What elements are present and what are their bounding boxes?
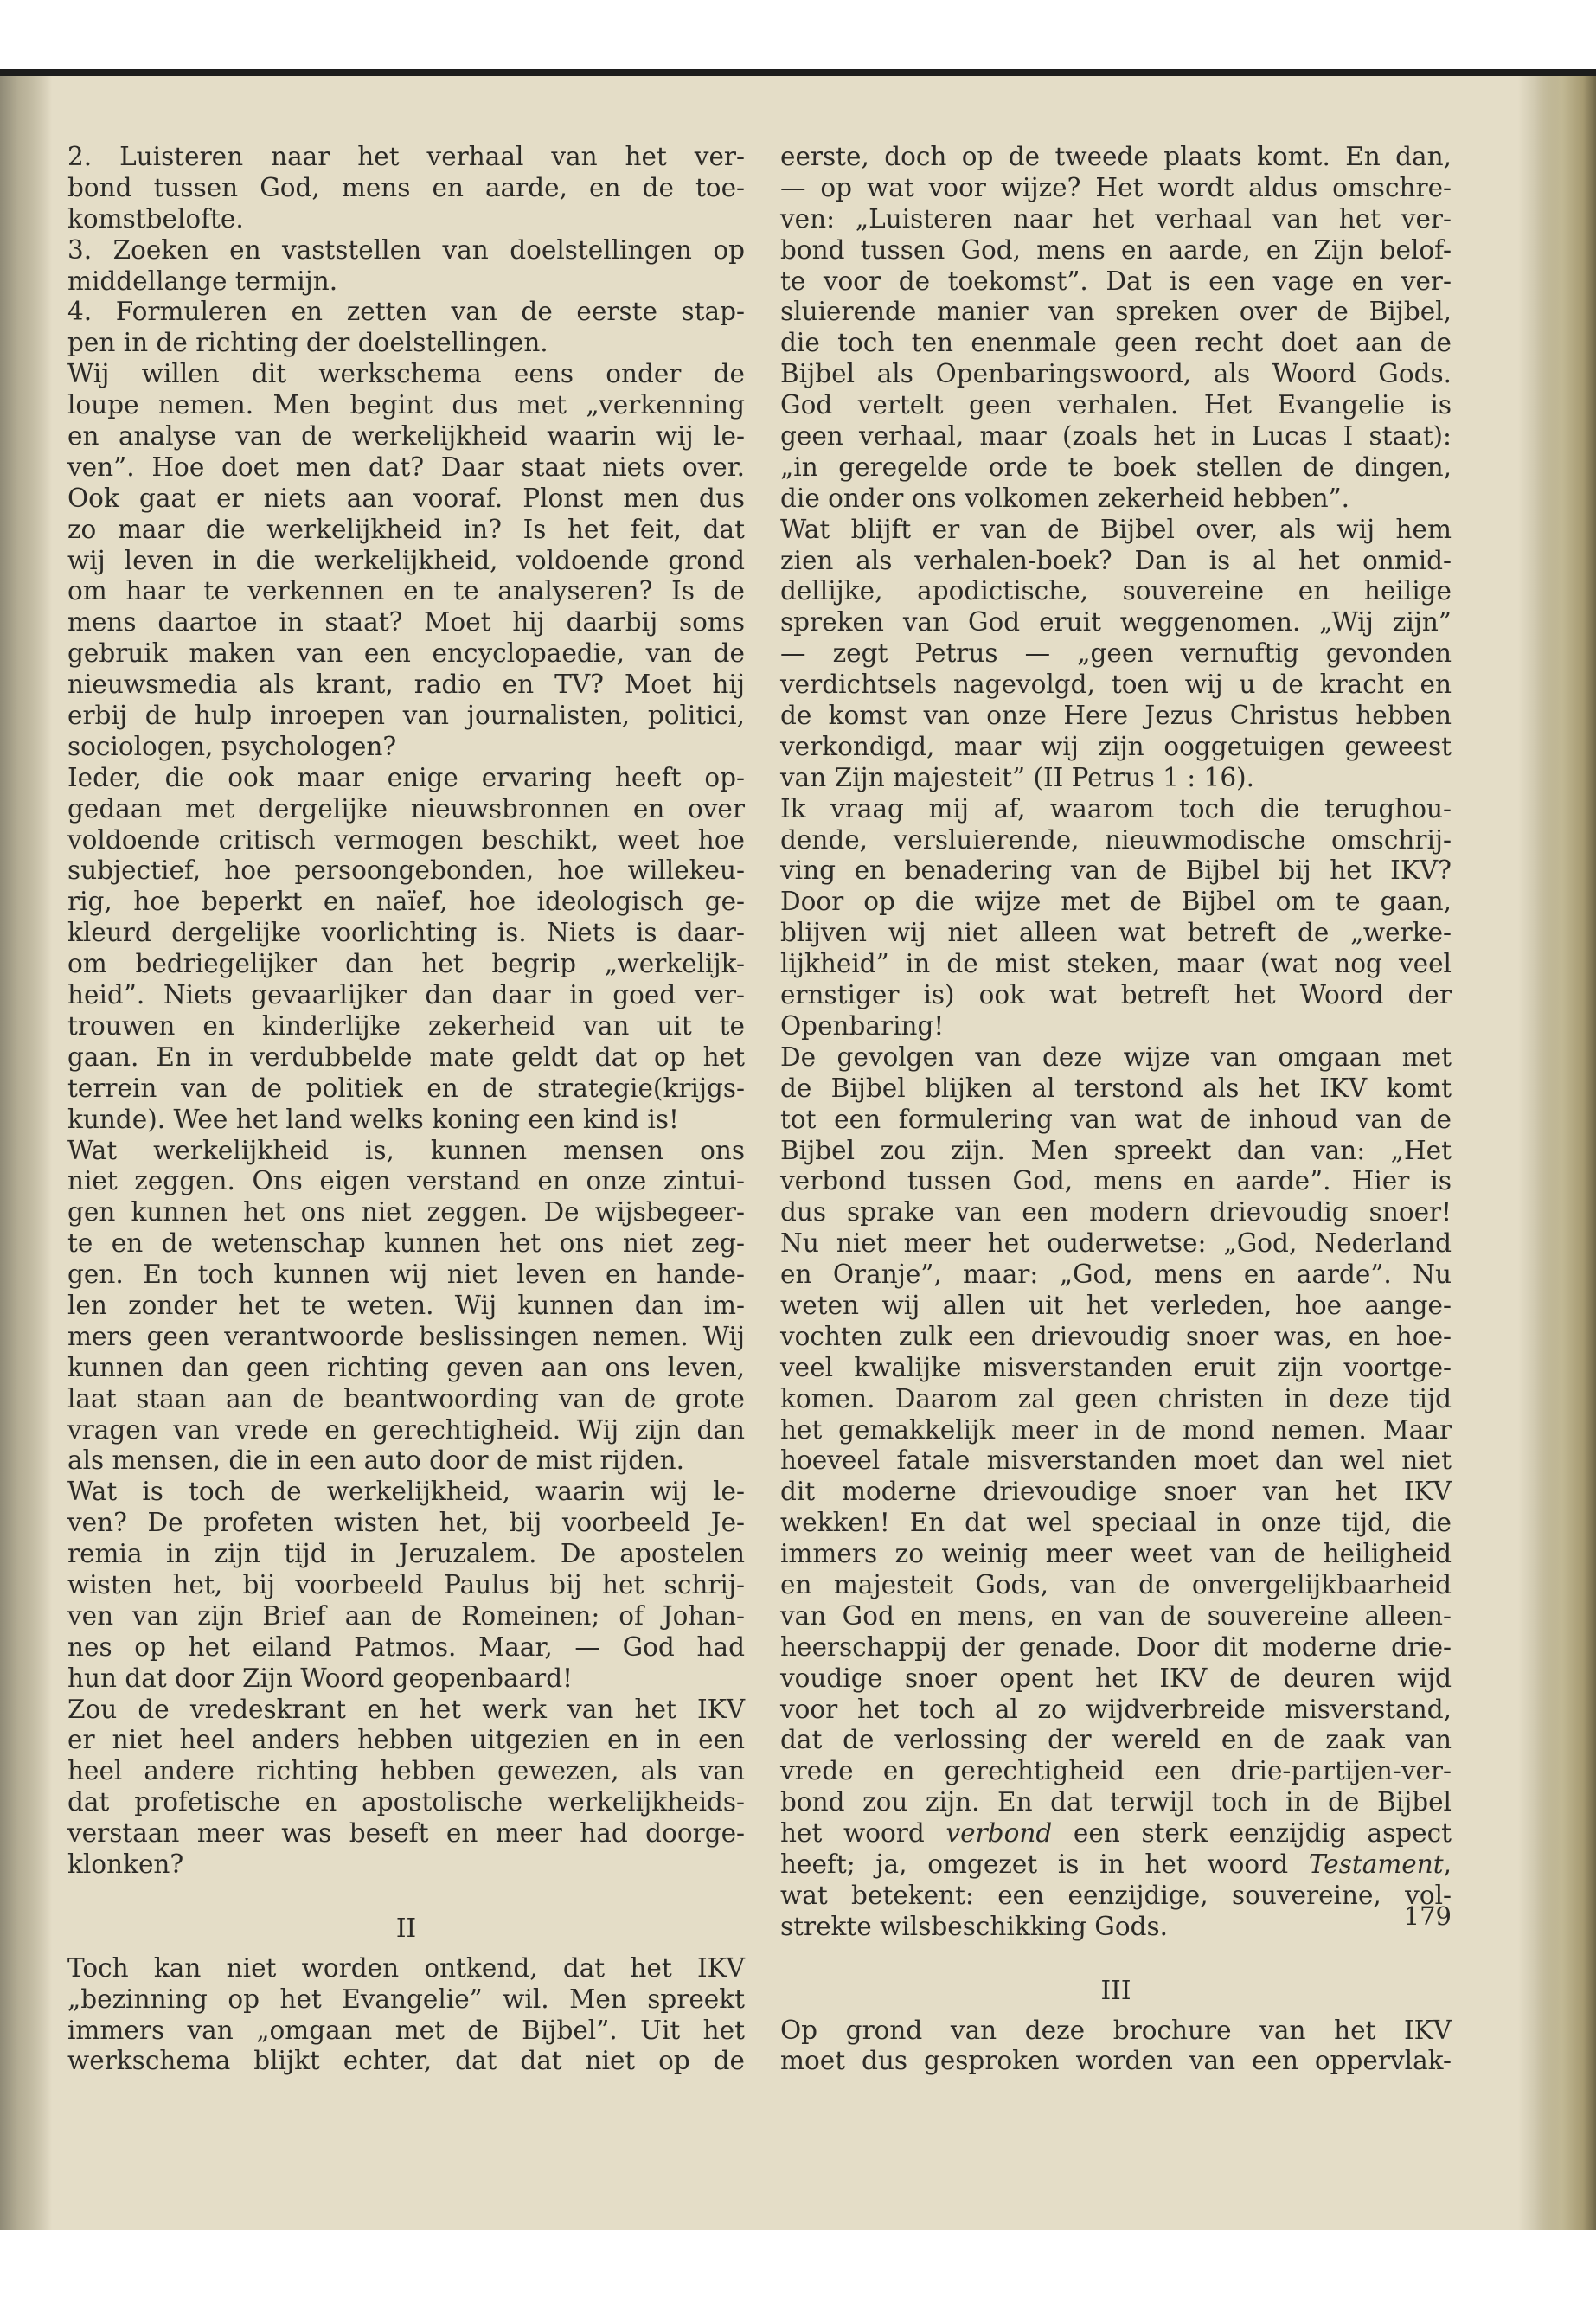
text-line: als mensen, die in een auto door de mist rijden.: [67, 1445, 684, 1476]
text-line: van Zijn majesteit” (II Petrus 1 : 16).: [780, 762, 1254, 792]
text-line: wij leven in die werkelijkheid, voldoende grond: [67, 545, 745, 575]
text-line: die onder ons volkomen zekerheid hebben”.: [780, 483, 1350, 513]
text-line: Wat blijft er van de Bijbel over, als wij hem: [780, 514, 1452, 544]
text-line: dit moderne drievoudige snoer van het IKV: [780, 1477, 1452, 1507]
section-spacer: [780, 2007, 1452, 2016]
text-line: ven van zijn Brief aan de Romeinen; of Johan-: [67, 1600, 745, 1631]
text-line: strekte wilsbeschikking Gods.: [780, 1911, 1168, 1941]
section-spacer: [780, 1943, 1452, 1976]
text-line: Bijbel als Openbaringswoord, als Woord Gods.: [780, 359, 1452, 389]
text-line: komen. Daarom zal geen christen in deze tijd: [780, 1383, 1452, 1413]
scan-top-border: [0, 69, 1596, 76]
text-line: Nu niet meer het ouderwetse: „God, Nederland: [780, 1228, 1452, 1259]
text-line: 2. Luisteren naar het verhaal van het ver-: [67, 142, 745, 171]
text-line: heid”. Niets gevaarlijker dan daar in goed ver-: [67, 980, 745, 1010]
text-line: heerschappij der genade. Door dit moderne drie-: [780, 1631, 1452, 1662]
text-line: loupe nemen. Men begint dus met „verkenning: [67, 390, 745, 420]
text-line: te en de wetenschap kunnen het ons niet zeg-: [67, 1228, 745, 1259]
text-line: ven”. Hoe doet men dat? Daar staat niets over.: [67, 452, 745, 482]
text-line: en Oranje”, maar: „God, mens en aarde”. Nu: [780, 1259, 1452, 1290]
text-line: rig, hoe beperkt en naïef, hoe ideologisch ge-: [67, 887, 745, 917]
text-line: bond tussen God, mens en aarde, en Zijn belof-: [780, 234, 1452, 265]
text-line: wisten het, bij voorbeeld Paulus bij het schrij-: [67, 1569, 745, 1599]
text-line: Wij willen dit werkschema eens onder de: [67, 359, 745, 389]
text-line: 3. Zoeken en vaststellen van doelstellingen op: [67, 234, 745, 265]
text-line: „in geregelde orde te boek stellen de dingen,: [780, 452, 1452, 482]
text-line: heel andere richting hebben gewezen, als van: [67, 1756, 745, 1786]
text-line: tot een formulering van wat de inhoud van de: [780, 1104, 1452, 1134]
left-text-column: [67, 142, 745, 2077]
text-line: wekken! En dat wel speciaal in onze tijd, die: [780, 1508, 1452, 1538]
text-line: zo maar die werkelijkheid in? Is het feit, dat: [67, 514, 745, 544]
section-heading: III: [1100, 1975, 1131, 2005]
text-line: ernstiger is) ook wat betreft het Woord der: [780, 980, 1452, 1010]
page-edge-shadow: [1535, 76, 1596, 2230]
text-line: subjectief, hoe persoongebonden, hoe willekeu-: [67, 856, 745, 886]
text-line: verdichtsels nagevolgd, toen wij u de kracht en: [780, 670, 1452, 700]
scan-bottom-margin: [0, 2230, 1596, 2301]
section-spacer: [67, 1881, 745, 1913]
text-line: — zegt Petrus — „geen vernuftig gevonden: [780, 638, 1452, 669]
spine-shadow: [0, 76, 52, 2230]
text-line: De gevolgen van deze wijze van omgaan met: [780, 1042, 1452, 1072]
text-line: geen verhaal, maar (zoals het in Lucas I staat):: [780, 421, 1452, 452]
text-line: lijkheid” in de mist steken, maar (wat nog veel: [780, 949, 1452, 979]
text-line: verstaan meer was beseft en meer had doorge-: [67, 1818, 745, 1849]
text-line: eerste, doch op de tweede plaats komt. En dan,: [780, 142, 1452, 171]
text-line: het gemakkelijk meer in de mond nemen. Maar: [780, 1414, 1452, 1445]
text-line: erbij de hulp inroepen van journalisten, politici,: [67, 701, 745, 731]
text-line: voor het toch al zo wijdverbreide misverstand,: [780, 1694, 1452, 1724]
text-line: len zonder het te weten. Wij kunnen dan im-: [67, 1290, 745, 1320]
text-line: ven? De profeten wisten het, bij voorbeeld Je-: [67, 1508, 745, 1538]
text-line: kunde). Wee het land welks koning een kind is!: [67, 1104, 679, 1134]
text-line: sluierende manier van spreken over de Bijbel,: [780, 297, 1452, 327]
text-line: gen. En toch kunnen wij niet leven en hande-: [67, 1259, 745, 1290]
text-line: voldoende critisch vermogen beschikt, weet hoe: [67, 824, 745, 855]
text-line: dat profetische en apostolische werkelijkheids-: [67, 1787, 745, 1817]
text-line: immers van „omgaan met de Bijbel”. Uit het: [67, 2015, 745, 2045]
text-line: nes op het eiland Patmos. Maar, — God had: [67, 1631, 745, 1662]
text-line: en majesteit Gods, van de onvergelijkbaarheid: [780, 1569, 1452, 1599]
text-line: hoeveel fatale misverstanden moet dan wel niet: [780, 1445, 1452, 1476]
text-line: Zou de vredeskrant en het werk van het IKV: [67, 1694, 745, 1724]
text-line: om bedriegelijker dan het begrip „werkelijk-: [67, 949, 745, 979]
text-line: en analyse van de werkelijkheid waarin wij le-: [67, 421, 745, 452]
text-line: moet dus gesproken worden van een oppervlak-: [780, 2046, 1452, 2076]
text-line: werkschema blijkt echter, dat dat niet op de: [67, 2046, 745, 2076]
text-line: heeft; ja, omgezet is in het woord Testament,: [780, 1849, 1452, 1879]
text-line: remia in zijn tijd in Jeruzalem. De apostelen: [67, 1539, 745, 1569]
text-line: de Bijbel blijken al terstond als het IKV komt: [780, 1073, 1452, 1103]
text-line: gedaan met dergelijke nieuwsbronnen en over: [67, 793, 745, 824]
text-line: wat betekent: een eenzijdige, souvereine, vol-: [780, 1880, 1452, 1910]
text-line: mens daartoe in staat? Moet hij daarbij soms: [67, 607, 745, 638]
text-line: te voor de toekomst”. Dat is een vage en ver-: [780, 266, 1452, 296]
text-line: pen in de richting der doelstellingen.: [67, 328, 548, 358]
right-text-column: [780, 142, 1452, 2077]
text-line: trouwen en kinderlijke zekerheid van uit te: [67, 1010, 745, 1041]
text-line: Ik vraag mij af, waarom toch die terughou-: [780, 793, 1452, 824]
text-line: immers zo weinig meer weet van de heiligheid: [780, 1539, 1452, 1569]
text-line: spreken van God eruit weggenomen. „Wij zijn”: [780, 607, 1452, 638]
text-line: er niet heel anders hebben uitgezien en in een: [67, 1725, 745, 1755]
text-line: vragen van vrede en gerechtigheid. Wij zijn dan: [67, 1414, 745, 1445]
text-line: verkondigd, maar wij zijn ooggetuigen geweest: [780, 731, 1452, 761]
text-line: Ieder, die ook maar enige ervaring heeft op-: [67, 762, 745, 792]
text-line: gen kunnen het ons niet zeggen. De wijsbegeer-: [67, 1197, 745, 1227]
text-line: om haar te verkennen en te analyseren? Is de: [67, 576, 745, 606]
text-line: zien als verhalen-boek? Dan is al het onmid-: [780, 545, 1452, 575]
text-line: het woord verbond een sterk eenzijdig aspect: [780, 1818, 1452, 1849]
text-line: Toch kan niet worden ontkend, dat het IKV: [67, 1952, 745, 1983]
text-line: ven: „Luisteren naar het verhaal van het ver-: [780, 203, 1452, 234]
text-line: laat staan aan de beantwoording van de grote: [67, 1383, 745, 1413]
text-line: van God en mens, en van de souvereine alleen-: [780, 1600, 1452, 1631]
text-line: vochten zulk een drievoudig snoer was, en hoe-: [780, 1321, 1452, 1351]
page-number: 179: [1403, 1901, 1452, 1931]
text-line: Op grond van deze brochure van het IKV: [780, 2015, 1452, 2045]
text-line: — op wat voor wijze? Het wordt aldus omschre-: [780, 172, 1452, 202]
section-heading: II: [395, 1913, 417, 1943]
text-line: 4. Formuleren en zetten van de eerste stap-: [67, 297, 745, 327]
text-line: sociologen, psychologen?: [67, 731, 397, 761]
text-line: die toch ten enenmale geen recht doet aan de: [780, 328, 1452, 358]
text-line: nieuwsmedia als krant, radio en TV? Moet hij: [67, 670, 745, 700]
text-line: Wat werkelijkheid is, kunnen mensen ons: [67, 1135, 745, 1165]
text-line: Door op die wijze met de Bijbel om te gaan,: [780, 887, 1452, 917]
text-line: vrede en gerechtigheid een drie-partijen-ver-: [780, 1756, 1452, 1786]
text-line: dus sprake van een modern drievoudig snoer!: [780, 1197, 1452, 1227]
text-line: bond zou zijn. En dat terwijl toch in de Bijbel: [780, 1787, 1452, 1817]
text-line: blijven wij niet alleen wat betreft de „werke-: [780, 918, 1452, 948]
text-line: dende, versluierende, nieuwmodische omschrij-: [780, 824, 1452, 855]
text-line: bond tussen God, mens en aarde, en de toe-: [67, 172, 745, 202]
text-line: kleurd dergelijke voorlichting is. Niets is daar-: [67, 918, 745, 948]
text-line: middellange termijn.: [67, 266, 338, 296]
text-line: veel kwalijke misverstanden eruit zijn voortge-: [780, 1352, 1452, 1382]
text-line: gebruik maken van een encyclopaedie, van de: [67, 638, 745, 669]
text-line: de komst van onze Here Jezus Christus hebben: [780, 701, 1452, 731]
text-line: terrein van de politiek en de strategie(krijgs-: [67, 1073, 745, 1103]
text-line: dellijke, apodictische, souvereine en heilige: [780, 576, 1452, 606]
text-line: ving en benadering van de Bijbel bij het IKV?: [780, 856, 1452, 886]
text-line: voudige snoer opent het IKV de deuren wijd: [780, 1663, 1452, 1693]
text-line: mers geen verantwoorde beslissingen nemen. Wij: [67, 1321, 745, 1351]
text-line: verbond tussen God, mens en aarde”. Hier is: [780, 1166, 1452, 1196]
text-line: „bezinning op het Evangelie” wil. Men spreekt: [67, 1984, 745, 2014]
text-line: Ook gaat er niets aan vooraf. Plonst men dus: [67, 483, 745, 513]
text-line: komstbelofte.: [67, 203, 244, 234]
text-line: hun dat door Zijn Woord geopenbaard!: [67, 1663, 573, 1693]
text-line: weten wij allen uit het verleden, hoe aange-: [780, 1290, 1452, 1320]
text-line: gaan. En in verdubbelde mate geldt dat op het: [67, 1042, 745, 1072]
text-line: dat de verlossing der wereld en de zaak van: [780, 1725, 1452, 1755]
text-line: niet zeggen. Ons eigen verstand en onze zintui-: [67, 1166, 745, 1196]
text-line: klonken?: [67, 1849, 184, 1879]
text-line: Wat is toch de werkelijkheid, waarin wij le-: [67, 1477, 745, 1507]
text-line: Openbaring!: [780, 1010, 945, 1041]
text-line: Bijbel zou zijn. Men spreekt dan van: „Het: [780, 1135, 1452, 1165]
section-spacer: [67, 1945, 745, 1953]
text-line: kunnen dan geen richting geven aan ons leven,: [67, 1352, 745, 1382]
journal-page: [0, 76, 1596, 2230]
text-line: God vertelt geen verhalen. Het Evangelie is: [780, 390, 1452, 420]
